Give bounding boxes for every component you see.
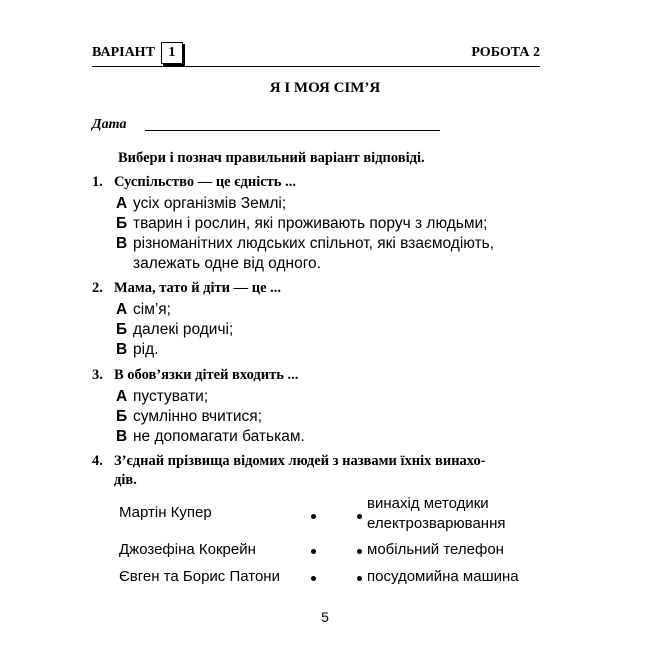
question-1: [92, 174, 296, 191]
matching-right-dot[interactable]: [357, 549, 362, 554]
invention-line: посудомийна машина: [367, 568, 519, 585]
question-number: 2.: [92, 280, 103, 296]
option-letter: Б: [116, 215, 128, 232]
option-text: різноманітних людських спільнот, які взаємодіють,: [133, 235, 495, 252]
option-text: пустувати;: [133, 388, 209, 405]
option-letter: А: [116, 301, 128, 318]
variant-number-box: 1: [161, 42, 183, 64]
answer-option[interactable]: [116, 340, 158, 360]
matching-left-dot[interactable]: [311, 514, 316, 519]
option-text: сім’я;: [133, 301, 171, 318]
question-3: [92, 367, 298, 384]
matching-left-dot[interactable]: [311, 576, 316, 581]
matching-invention: [367, 540, 504, 560]
invention-line: винахід методики: [367, 495, 489, 512]
date-label: Дата: [92, 117, 127, 132]
matching-invention: [367, 567, 519, 587]
answer-option[interactable]: [116, 300, 171, 320]
question-text-continuation: дів.: [114, 472, 137, 488]
answer-option[interactable]: [116, 387, 208, 407]
matching-person: Євген та Борис Патони: [119, 568, 280, 585]
option-letter: В: [116, 235, 128, 252]
option-letter: А: [116, 195, 128, 212]
invention-line: мобільний телефон: [367, 541, 504, 558]
header-divider: [92, 66, 540, 67]
matching-person: Джозефіна Кокрейн: [119, 541, 256, 558]
answer-option[interactable]: [116, 427, 305, 447]
option-letter: А: [116, 388, 128, 405]
invention-line: електрозварювання: [367, 515, 506, 532]
option-text: рід.: [133, 341, 159, 358]
matching-right-dot[interactable]: [357, 576, 362, 581]
option-text: усіх організмів Землі;: [133, 195, 287, 212]
option-text: сумлінно вчитися;: [133, 408, 262, 425]
question-number: 4.: [92, 453, 103, 469]
question-number: 1.: [92, 174, 103, 190]
option-letter: В: [116, 341, 128, 358]
question-text: Суспільство — це єдність ...: [114, 174, 296, 190]
matching-right-dot[interactable]: [357, 514, 362, 519]
option-text: тварин і рослин, які проживають поруч з людьми;: [133, 215, 488, 232]
answer-option[interactable]: [116, 407, 262, 427]
question-text: В обов’язки дітей входить ...: [114, 367, 299, 383]
question-number: 3.: [92, 367, 103, 383]
answer-option[interactable]: [116, 320, 233, 340]
option-letter: Б: [116, 408, 128, 425]
matching-left-dot[interactable]: [311, 549, 316, 554]
answer-option[interactable]: [116, 194, 286, 214]
question-2: [92, 280, 281, 297]
page-number: 5: [321, 609, 329, 625]
variant-label: ВАРІАНТ: [92, 45, 155, 60]
work-label: РОБОТА 2: [471, 45, 540, 60]
matching-person: Мартін Купер: [119, 504, 212, 521]
date-field-line[interactable]: [145, 130, 440, 131]
option-text: не допомагати батькам.: [133, 428, 305, 445]
matching-invention: [367, 494, 506, 534]
option-text: далекі родичі;: [133, 321, 234, 338]
answer-option[interactable]: [116, 214, 487, 234]
page-title: Я І МОЯ СІМ’Я: [269, 80, 381, 96]
variant-header: [92, 42, 183, 64]
option-letter: В: [116, 428, 128, 445]
question-4: [92, 453, 486, 470]
answer-option[interactable]: [116, 234, 494, 254]
option-letter: Б: [116, 321, 128, 338]
question-text: Мама, тато й діти — це ...: [114, 280, 282, 296]
instruction: Вибери і познач правильний варіант відповіді.: [118, 150, 425, 166]
question-text: З’єднай прізвища відомих людей з назвами їхніх винахо-: [114, 453, 486, 469]
option-text-continuation: залежать одне від одного.: [133, 255, 321, 272]
